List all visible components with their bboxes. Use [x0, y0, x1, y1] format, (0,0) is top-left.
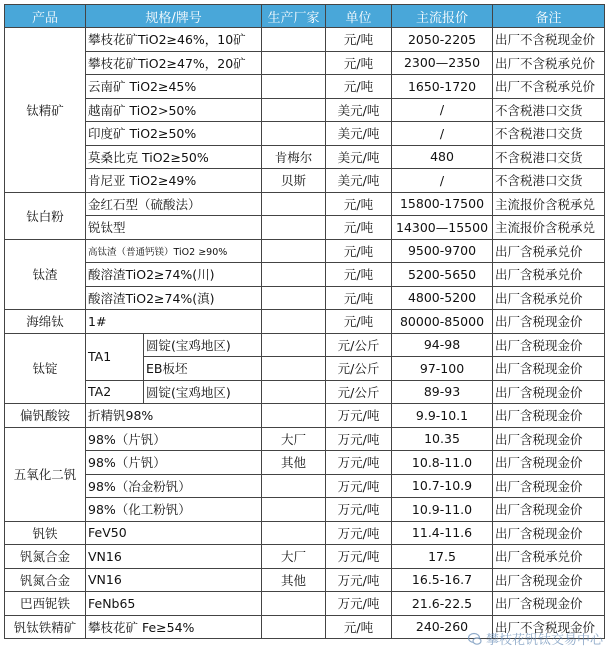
table-row	[5, 427, 605, 451]
unit-cell: 元/吨	[326, 239, 392, 263]
table-row	[5, 310, 605, 334]
maker-cell: 其他	[262, 451, 326, 475]
maker-cell	[262, 592, 326, 616]
spec-cell: 攀枝花矿 Fe≥54%	[86, 615, 262, 639]
maker-cell	[262, 263, 326, 287]
unit-cell: 美元/吨	[326, 98, 392, 122]
maker-cell	[262, 380, 326, 404]
watermark	[468, 629, 603, 648]
unit-cell: 元/吨	[326, 263, 392, 287]
price-cell: 21.6-22.5	[392, 592, 493, 616]
spec-cell: 98%（片钒）	[86, 451, 262, 475]
unit-cell: 美元/吨	[326, 122, 392, 146]
table-row	[5, 568, 605, 592]
unit-cell: 元/吨	[326, 51, 392, 75]
unit-cell: 元/吨	[326, 286, 392, 310]
table-row	[5, 592, 605, 616]
maker-cell	[262, 615, 326, 639]
price-cell: 10.8-11.0	[392, 451, 493, 475]
spec-cell: 98%（冶金粉钒）	[86, 474, 262, 498]
unit-cell: 元/吨	[326, 75, 392, 99]
note-cell: 主流报价含税承兑	[493, 216, 605, 240]
header-price: 主流报价	[392, 5, 493, 28]
group-cell: 钛渣	[5, 239, 86, 310]
unit-cell: 万元/吨	[326, 498, 392, 522]
group-cell: 钛锭	[5, 333, 86, 404]
price-cell: 480	[392, 145, 493, 169]
price-cell: 4800-5200	[392, 286, 493, 310]
group-cell: 五氧化二钒	[5, 427, 86, 521]
table-row	[5, 474, 605, 498]
table-row	[5, 263, 605, 287]
spec-cell: 攀枝花矿TiO2≥46%，10矿	[86, 28, 262, 52]
unit-cell: 万元/吨	[326, 474, 392, 498]
maker-cell	[262, 239, 326, 263]
table-row	[5, 216, 605, 240]
price-table	[4, 4, 605, 639]
maker-cell: 大厂	[262, 427, 326, 451]
maker-cell	[262, 192, 326, 216]
price-cell: 89-93	[392, 380, 493, 404]
price-cell: 10.35	[392, 427, 493, 451]
unit-cell: 元/公斤	[326, 380, 392, 404]
maker-cell	[262, 216, 326, 240]
unit-cell: 万元/吨	[326, 451, 392, 475]
spec-cell: 圆锭(宝鸡地区)	[144, 333, 262, 357]
note-cell: 出厂含税承兑价	[493, 239, 605, 263]
table-row	[5, 145, 605, 169]
group-cell: 钒钛铁精矿	[5, 615, 86, 639]
maker-cell: 贝斯	[262, 169, 326, 193]
price-cell: 9.9-10.1	[392, 404, 493, 428]
unit-cell: 元/吨	[326, 28, 392, 52]
maker-cell	[262, 98, 326, 122]
price-cell: 5200-5650	[392, 263, 493, 287]
price-cell: /	[392, 98, 493, 122]
table-row	[5, 28, 605, 52]
unit-cell: 元/吨	[326, 216, 392, 240]
note-cell: 出厂含税现金价	[493, 333, 605, 357]
table-row	[5, 380, 605, 404]
price-cell: 2300—2350	[392, 51, 493, 75]
note-cell: 出厂含税现金价	[493, 474, 605, 498]
price-cell: 14300—15500	[392, 216, 493, 240]
group-cell: 巴西铌铁	[5, 592, 86, 616]
price-cell: 11.4-11.6	[392, 521, 493, 545]
table-row	[5, 286, 605, 310]
note-cell: 出厂不含税承兑价	[493, 75, 605, 99]
spec-cell: 攀枝花矿TiO2≥47%，20矿	[86, 51, 262, 75]
price-cell: 94-98	[392, 333, 493, 357]
note-cell: 出厂不含税承兑价	[493, 51, 605, 75]
note-cell: 出厂不含税现金价	[493, 615, 605, 639]
spec-cell: 高钛渣（普通钙镁）TiO2 ≥90%	[86, 239, 262, 263]
price-cell: 15800-17500	[392, 192, 493, 216]
price-cell: 97-100	[392, 357, 493, 381]
price-cell: 10.7-10.9	[392, 474, 493, 498]
note-cell: 不含税港口交货	[493, 169, 605, 193]
spec-cell: FeNb65	[86, 592, 262, 616]
price-cell: 2050-2205	[392, 28, 493, 52]
table-row	[5, 239, 605, 263]
table-row	[5, 333, 605, 357]
group-cell: 钒氮合金	[5, 568, 86, 592]
unit-cell: 美元/吨	[326, 169, 392, 193]
header-row	[5, 5, 605, 28]
unit-cell: 元/公斤	[326, 357, 392, 381]
note-cell: 出厂含税现金价	[493, 380, 605, 404]
spec-cell: 印度矿 TiO2≥50%	[86, 122, 262, 146]
spec-cell: 锐钛型	[86, 216, 262, 240]
note-cell: 出厂含税现金价	[493, 451, 605, 475]
note-cell: 不含税港口交货	[493, 122, 605, 146]
table-row	[5, 451, 605, 475]
maker-cell	[262, 286, 326, 310]
table-row	[5, 98, 605, 122]
note-cell: 出厂含税现金价	[493, 592, 605, 616]
watermark-text: 攀枝花钒钛交易中心	[485, 633, 603, 648]
note-cell: 出厂含税现金价	[493, 404, 605, 428]
maker-cell	[262, 75, 326, 99]
note-cell: 出厂含税现金价	[493, 427, 605, 451]
maker-cell	[262, 28, 326, 52]
table-row	[5, 498, 605, 522]
spec-cell: 金红石型（硫酸法）	[86, 192, 262, 216]
spec-cell: FeV50	[86, 521, 262, 545]
table-row	[5, 75, 605, 99]
unit-cell: 万元/吨	[326, 521, 392, 545]
price-cell: /	[392, 122, 493, 146]
spec-cell: 越南矿 TiO2>50%	[86, 98, 262, 122]
table-row	[5, 122, 605, 146]
header-product: 产品	[5, 5, 86, 28]
price-cell: 16.5-16.7	[392, 568, 493, 592]
grade-cell: TA2	[86, 380, 144, 404]
note-cell: 出厂含税现金价	[493, 310, 605, 334]
note-cell: 出厂含税现金价	[493, 521, 605, 545]
unit-cell: 元/吨	[326, 192, 392, 216]
table-row	[5, 51, 605, 75]
spec-cell: 98%（化工粉钒）	[86, 498, 262, 522]
spec-cell: 1#	[86, 310, 262, 334]
spec-cell: VN16	[86, 545, 262, 569]
spec-cell: 云南矿 TiO2≥45%	[86, 75, 262, 99]
spec-cell: 肯尼亚 TiO2≥49%	[86, 169, 262, 193]
unit-cell: 万元/吨	[326, 427, 392, 451]
maker-cell: 其他	[262, 568, 326, 592]
note-cell: 出厂含税现金价	[493, 568, 605, 592]
note-cell: 出厂不含税现金价	[493, 28, 605, 52]
price-cell: 17.5	[392, 545, 493, 569]
maker-cell	[262, 357, 326, 381]
note-cell: 出厂含税承兑价	[493, 286, 605, 310]
maker-cell	[262, 333, 326, 357]
spec-cell: 98%（片钒）	[86, 427, 262, 451]
group-cell: 钒铁	[5, 521, 86, 545]
unit-cell: 元/吨	[326, 615, 392, 639]
note-cell: 出厂含税现金价	[493, 357, 605, 381]
unit-cell: 万元/吨	[326, 404, 392, 428]
grade-cell: TA1	[86, 333, 144, 380]
note-cell: 出厂含税承兑价	[493, 545, 605, 569]
unit-cell: 万元/吨	[326, 592, 392, 616]
maker-cell	[262, 521, 326, 545]
chat-bubble-icon	[468, 632, 482, 646]
price-cell: 80000-85000	[392, 310, 493, 334]
unit-cell: 元/吨	[326, 310, 392, 334]
price-cell: 10.9-11.0	[392, 498, 493, 522]
table-row	[5, 545, 605, 569]
maker-cell	[262, 474, 326, 498]
maker-cell: 肯梅尔	[262, 145, 326, 169]
price-cell: 9500-9700	[392, 239, 493, 263]
group-cell: 钛精矿	[5, 28, 86, 193]
unit-cell: 万元/吨	[326, 568, 392, 592]
group-cell: 海绵钛	[5, 310, 86, 334]
table-row	[5, 192, 605, 216]
header-note: 备注	[493, 5, 605, 28]
spec-cell: 酸溶渣TiO2≥74%(滇)	[86, 286, 262, 310]
price-cell: /	[392, 169, 493, 193]
group-cell: 钒氮合金	[5, 545, 86, 569]
table-row	[5, 521, 605, 545]
spec-cell: 酸溶渣TiO2≥74%(川)	[86, 263, 262, 287]
header-maker: 生产厂家	[262, 5, 326, 28]
spec-cell: VN16	[86, 568, 262, 592]
note-cell: 出厂含税现金价	[493, 498, 605, 522]
header-spec: 规格/牌号	[86, 5, 262, 28]
group-cell: 钛白粉	[5, 192, 86, 239]
spec-cell: 折精钒98%	[86, 404, 262, 428]
maker-cell	[262, 122, 326, 146]
maker-cell	[262, 310, 326, 334]
unit-cell: 万元/吨	[326, 545, 392, 569]
note-cell: 主流报价含税承兑	[493, 192, 605, 216]
maker-cell	[262, 498, 326, 522]
group-cell: 偏钒酸铵	[5, 404, 86, 428]
note-cell: 不含税港口交货	[493, 98, 605, 122]
unit-cell: 元/公斤	[326, 333, 392, 357]
maker-cell: 大厂	[262, 545, 326, 569]
note-cell: 出厂含税承兑价	[493, 263, 605, 287]
maker-cell	[262, 51, 326, 75]
header-unit: 单位	[326, 5, 392, 28]
table-row	[5, 404, 605, 428]
unit-cell: 美元/吨	[326, 145, 392, 169]
spec-cell: EB板坯	[144, 357, 262, 381]
maker-cell	[262, 404, 326, 428]
table-row	[5, 169, 605, 193]
note-cell: 不含税港口交货	[493, 145, 605, 169]
spec-cell: 圆锭(宝鸡地区)	[144, 380, 262, 404]
price-cell: 240-260	[392, 615, 493, 639]
price-cell: 1650-1720	[392, 75, 493, 99]
spec-cell: 莫桑比克 TiO2≥50%	[86, 145, 262, 169]
